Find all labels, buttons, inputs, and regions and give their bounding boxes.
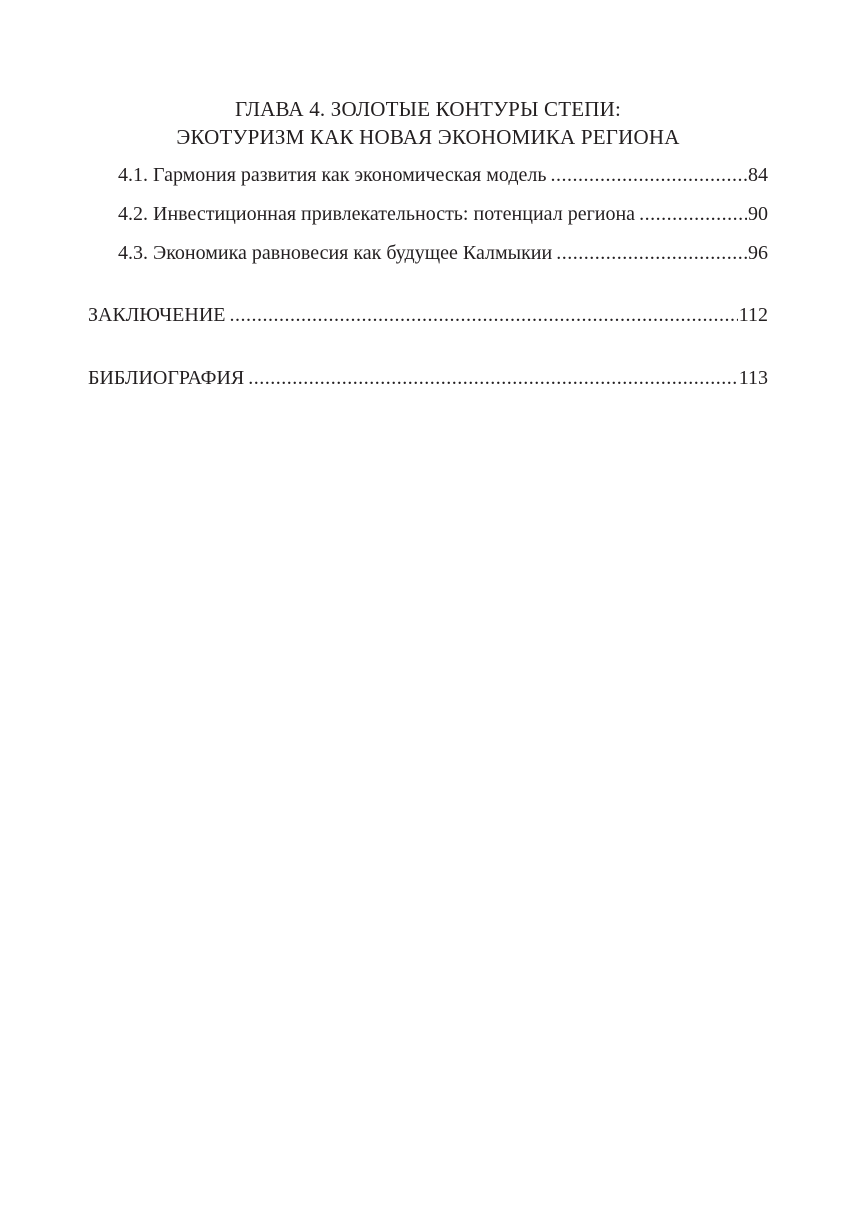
toc-entry-label: ЗАКЛЮЧЕНИЕ — [88, 304, 226, 326]
toc-entry-section-4-1[interactable] — [118, 162, 768, 188]
chapter-title-line-2: ЭКОТУРИЗМ КАК НОВАЯ ЭКОНОМИКА РЕГИОНА — [176, 125, 680, 149]
dot-leader — [248, 365, 737, 391]
dot-leader — [229, 302, 737, 328]
toc-entry-label: 4.3. Экономика равновесия как будущее Калмыкии — [118, 242, 553, 264]
chapter-title-line-1: ГЛАВА 4. ЗОЛОТЫЕ КОНТУРЫ СТЕПИ: — [234, 97, 622, 121]
toc-entry-label: 4.1. Гармония развития как экономическая модель — [118, 164, 547, 186]
dot-leader — [556, 240, 747, 266]
toc-page-number: 90 — [748, 203, 768, 225]
toc-entry-section-4-2[interactable] — [118, 201, 768, 227]
dot-leader — [550, 162, 747, 188]
toc-entry-label: 4.2. Инвестиционная привлекательность: потенциал региона — [118, 203, 636, 225]
dot-leader — [639, 201, 747, 227]
toc-entry-conclusion[interactable] — [88, 302, 768, 328]
toc-page-number: 96 — [748, 242, 768, 264]
chapter-heading — [88, 95, 768, 151]
toc-page-number: 113 — [738, 367, 768, 389]
toc-entry-section-4-3[interactable] — [118, 240, 768, 266]
toc-page-number: 112 — [738, 304, 768, 326]
toc-entry-bibliography[interactable] — [88, 365, 768, 391]
toc-entry-label: БИБЛИОГРАФИЯ — [88, 367, 245, 389]
toc-page-number: 84 — [748, 164, 768, 186]
